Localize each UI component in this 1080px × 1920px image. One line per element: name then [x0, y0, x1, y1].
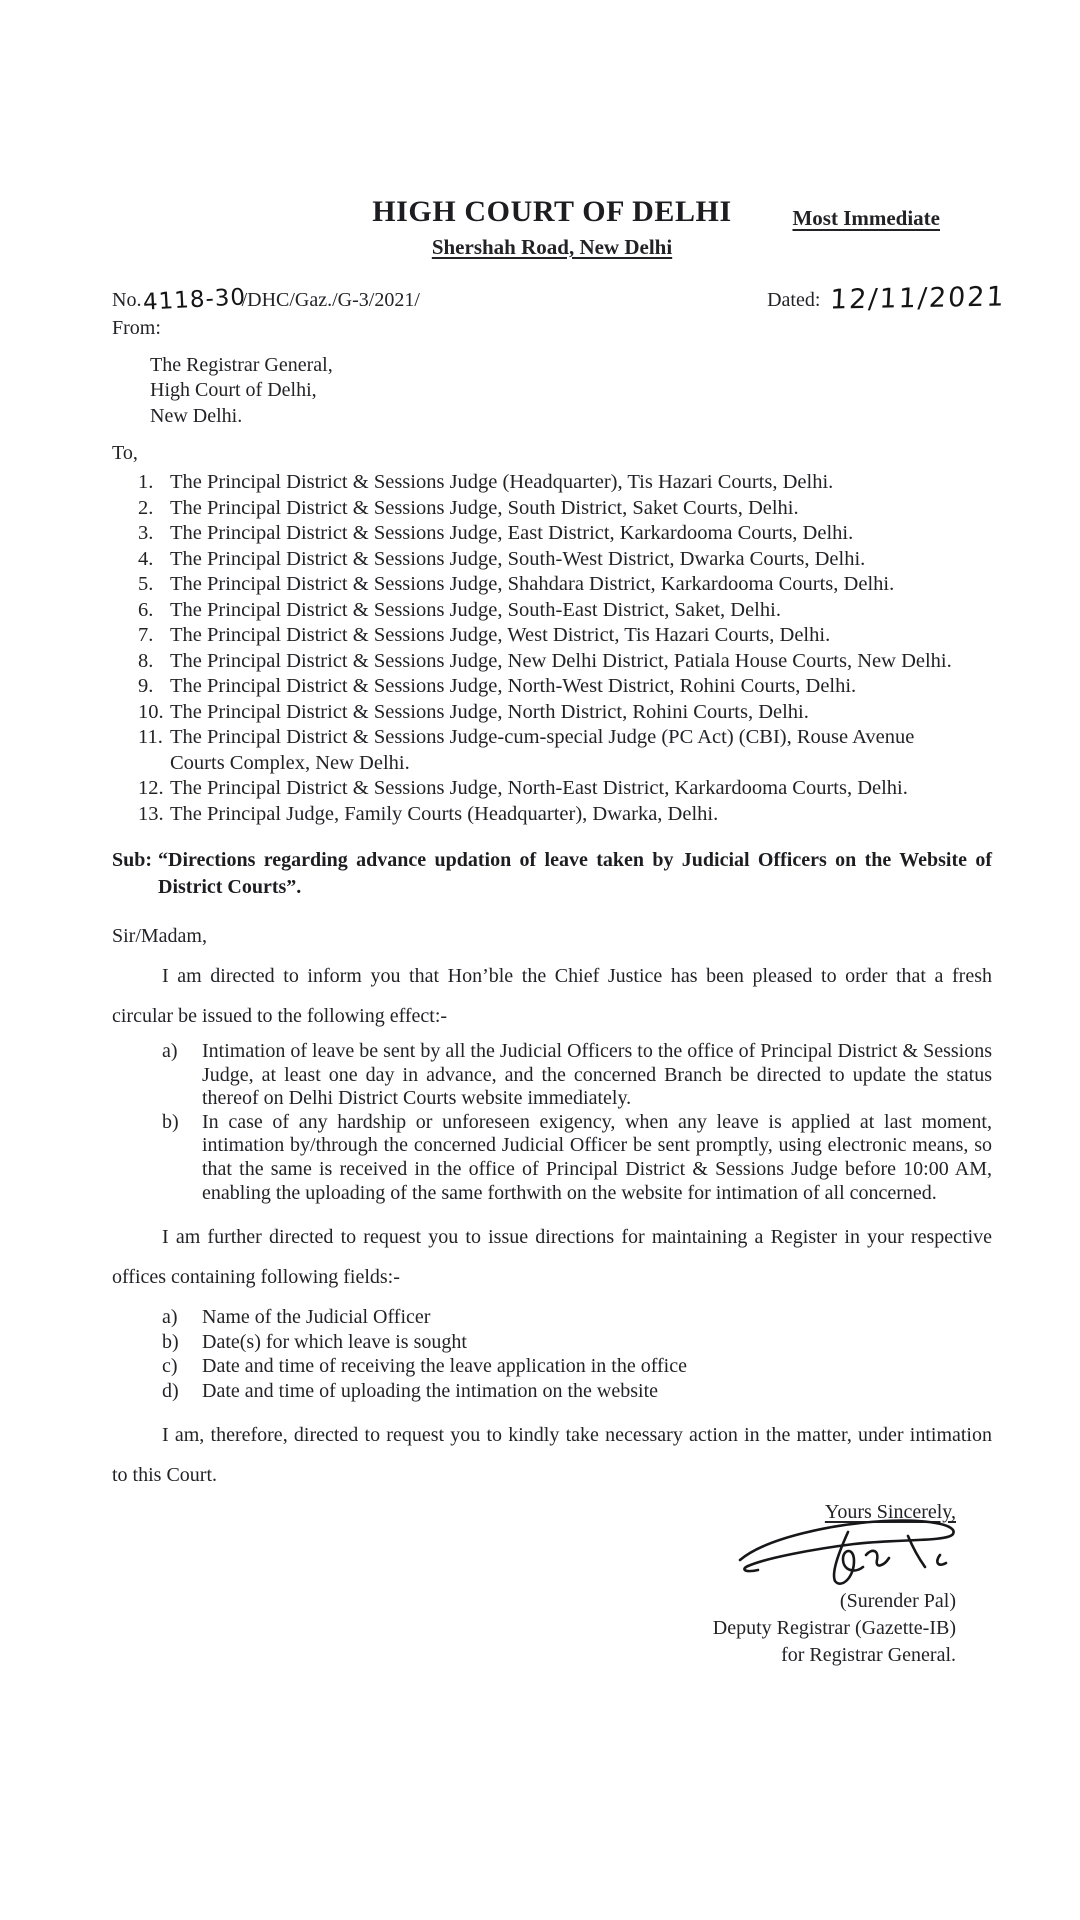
- field-label: b): [162, 1330, 179, 1353]
- court-title: HIGH COURT OF DELHI: [372, 195, 732, 228]
- recipient-item: [138, 572, 965, 598]
- sender-address: [112, 353, 992, 430]
- salutation: Sir/Madam,: [112, 925, 207, 947]
- to-label: To,: [112, 442, 138, 464]
- recipient-number: 5.: [138, 573, 154, 595]
- recipient-number: 4.: [138, 547, 154, 570]
- reference-date-row: [112, 280, 1007, 316]
- recipient-item: [138, 674, 965, 700]
- body-paragraph-2: I am further directed to request you to issue directions for maintaining a Register in your respective offices containing following fields:-: [112, 1226, 992, 1289]
- signatory-for-line: for Registrar General.: [781, 1644, 956, 1667]
- date-line: [767, 280, 1007, 316]
- register-field-item: [112, 1354, 992, 1379]
- signature-icon: [732, 1508, 968, 1600]
- recipient-number: 1.: [138, 471, 154, 493]
- recipient-number: 6.: [138, 598, 154, 621]
- letter-content: [112, 0, 1007, 1669]
- recipient-text: The Principal District & Sessions Judge-cum-special Judge (PC Act) (CBI), Rouse Avenue Courts Complex, New Delhi.: [170, 726, 915, 774]
- recipient-number: 7.: [138, 624, 154, 646]
- ref-suffix: /DHC/Gaz./G-3/2021/: [241, 288, 420, 311]
- recipient-number: 8.: [138, 649, 154, 672]
- register-fields-list: [112, 1305, 992, 1403]
- recipient-text: The Principal District & Sessions Judge, North-West District, Rohini Courts, Delhi.: [170, 675, 857, 697]
- recipient-item: [138, 470, 965, 496]
- recipients-list: [112, 470, 992, 827]
- recipient-item: [138, 623, 965, 649]
- recipient-item: [138, 521, 965, 547]
- recipient-text: The Principal District & Sessions Judge, West District, Tis Hazari Courts, Delhi.: [170, 624, 831, 646]
- recipient-text: The Principal District & Sessions Judge, New Delhi District, Patiala House Courts, New Delhi.: [170, 649, 952, 672]
- recipient-number: 11.: [138, 726, 163, 748]
- ref-prefix: No.: [112, 288, 142, 311]
- directive-text: Intimation of leave be sent by all the Judicial Officers to the office of Principal District & Sessions Judge, at least one day in advance, and the concerned Branch be directed to update the status thereof on Delhi District Courts website immediately.: [202, 1040, 992, 1110]
- reference-number-line: [112, 283, 420, 316]
- date-value-handwritten: 12/11/2021: [829, 280, 1007, 316]
- recipient-item: [138, 649, 965, 675]
- signature-block: [112, 1499, 956, 1669]
- signatory-name: (Surender Pal): [839, 1590, 956, 1613]
- recipient-item: [138, 776, 965, 802]
- subject-line: [112, 847, 992, 901]
- recipient-item: [138, 496, 965, 522]
- register-field-item: [112, 1305, 992, 1330]
- date-label: Dated:: [767, 288, 821, 311]
- register-field-item: [112, 1379, 992, 1404]
- signatory-designation: Deputy Registrar (Gazette-IB): [712, 1617, 956, 1640]
- recipient-text: The Principal Judge, Family Courts (Headquarter), Dwarka, Delhi.: [170, 802, 719, 825]
- recipient-number: 9.: [138, 675, 154, 697]
- field-text: Date(s) for which leave is sought: [202, 1330, 467, 1353]
- directive-label: b): [162, 1110, 179, 1133]
- field-label: d): [162, 1379, 179, 1402]
- directives-list: [112, 1040, 992, 1205]
- closing-phrase: Yours Sincerely,: [824, 1501, 956, 1524]
- register-field-item: [112, 1330, 992, 1355]
- field-label: a): [162, 1306, 178, 1329]
- recipient-text: The Principal District & Sessions Judge, North-East District, Karkardooma Courts, Delhi.: [170, 777, 908, 799]
- ref-number-handwritten: 4118-30: [142, 283, 248, 316]
- recipient-text: The Principal District & Sessions Judge, South-East District, Saket, Delhi.: [170, 598, 781, 621]
- directive-item: [112, 1111, 992, 1205]
- recipient-number: 3.: [138, 522, 154, 544]
- recipient-number: 10.: [138, 700, 164, 723]
- body-paragraph-3: I am, therefore, directed to request you to kindly take necessary action in the matter, under intimation to this Court.: [112, 1424, 992, 1487]
- recipient-text: The Principal District & Sessions Judge, South District, Saket Courts, Delhi.: [170, 496, 799, 519]
- recipient-item: [138, 725, 965, 776]
- letterhead: [112, 0, 992, 260]
- recipient-item: [138, 802, 965, 828]
- field-label: c): [162, 1355, 178, 1378]
- directive-label: a): [162, 1040, 178, 1062]
- recipient-text: The Principal District & Sessions Judge, North District, Rohini Courts, Delhi.: [170, 700, 809, 723]
- priority-label: Most Immediate: [792, 206, 940, 230]
- recipient-number: 12.: [138, 777, 164, 799]
- recipient-number: 13.: [138, 802, 164, 825]
- signature-scribble: [112, 1526, 956, 1588]
- sender-address-line: The Registrar General,: [150, 353, 333, 376]
- field-text: Name of the Judicial Officer: [202, 1306, 431, 1329]
- from-label: From:: [112, 316, 161, 339]
- field-text: Date and time of receiving the leave application in the office: [202, 1355, 687, 1378]
- sender-address-line: High Court of Delhi,: [150, 379, 317, 401]
- subject-label: Sub:: [112, 849, 153, 871]
- recipient-item: [138, 598, 965, 624]
- sender-address-line: New Delhi.: [150, 404, 243, 427]
- court-address: Shershah Road, New Delhi: [431, 234, 673, 259]
- recipient-text: The Principal District & Sessions Judge, East District, Karkardooma Courts, Delhi.: [170, 522, 854, 544]
- field-text: Date and time of uploading the intimation on the website: [202, 1379, 659, 1402]
- recipient-item: [138, 700, 965, 726]
- body-paragraph-1: I am directed to inform you that Hon’ble the Chief Justice has been pleased to order that a fresh circular be issued to the following effect:-: [112, 965, 992, 1027]
- recipient-text: The Principal District & Sessions Judge, Shahdara District, Karkardooma Courts, Delhi.: [170, 573, 895, 595]
- directive-text: In case of any hardship or unforeseen exigency, when any leave is applied at last moment, intimation by/through the concerned Judicial Officer be sent promptly, using electronic means, so that the same is received in the office of Principal District & Sessions Judge before 10:00 AM, enabling the uploading of the same forthwith on the website for intimation of all concerned.: [202, 1110, 992, 1204]
- recipient-item: [138, 547, 965, 573]
- recipient-text: The Principal District & Sessions Judge, South-West District, Dwarka Courts, Delhi.: [170, 547, 866, 570]
- recipient-number: 2.: [138, 496, 154, 519]
- subject-text: “Directions regarding advance updation of leave taken by Judicial Officers on the Website of District Courts”.: [158, 849, 992, 898]
- recipient-text: The Principal District & Sessions Judge (Headquarter), Tis Hazari Courts, Delhi.: [170, 471, 834, 493]
- directive-item: [112, 1040, 992, 1111]
